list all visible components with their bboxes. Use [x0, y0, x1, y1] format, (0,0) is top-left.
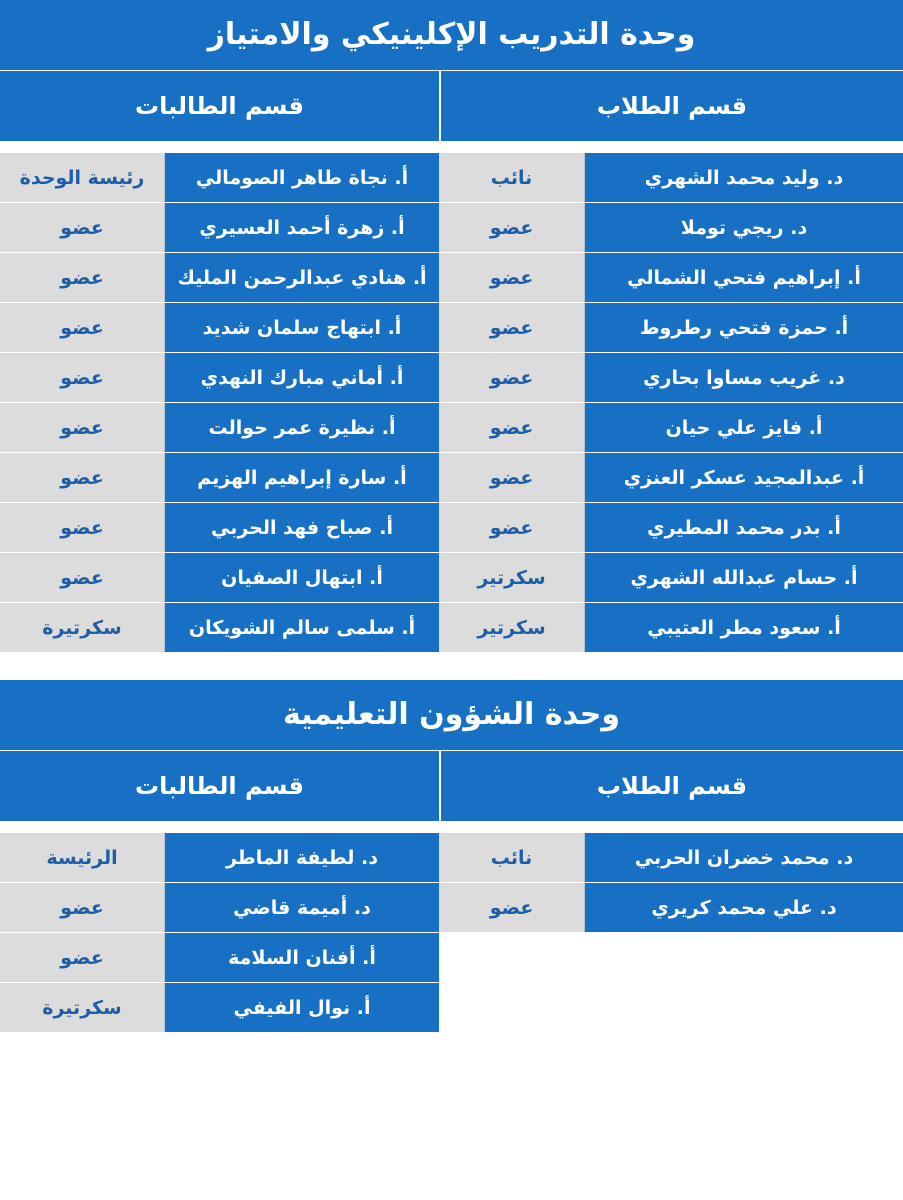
- section-headers: [0, 71, 903, 141]
- member-name: أ. ابتهال الصفيان: [165, 553, 439, 602]
- member-role: عضو: [0, 403, 165, 452]
- member-name: أ. فايز علي حيان: [585, 403, 903, 452]
- header-separator: [0, 141, 903, 153]
- table-row: [439, 883, 903, 933]
- unit-title: وحدة الشؤون التعليمية: [0, 680, 903, 751]
- member-role: عضو: [0, 253, 165, 302]
- table-row: [0, 203, 439, 253]
- member-name: أ. سارة إبراهيم الهزيم: [165, 453, 439, 502]
- member-name: د. وليد محمد الشهري: [585, 153, 903, 202]
- male-members-table: [439, 833, 903, 933]
- table-row: [0, 353, 439, 403]
- members-tables: [0, 153, 903, 653]
- member-role: الرئيسة: [0, 833, 165, 882]
- table-row: [0, 303, 439, 353]
- member-name: أ. حمزة فتحي رطروط: [585, 303, 903, 352]
- table-row: [439, 503, 903, 553]
- members-tables: [0, 833, 903, 1033]
- table-row: [0, 153, 439, 203]
- member-role: سكرتيرة: [0, 603, 165, 652]
- table-row: [0, 983, 439, 1033]
- table-row: [0, 603, 439, 653]
- table-row: [439, 403, 903, 453]
- member-role: عضو: [0, 353, 165, 402]
- member-role: عضو: [0, 203, 165, 252]
- table-row: [439, 353, 903, 403]
- table-row: [0, 453, 439, 503]
- member-name: أ. حسام عبدالله الشهري: [585, 553, 903, 602]
- male-section-header: قسم الطلاب: [439, 751, 903, 821]
- table-row: [439, 153, 903, 203]
- member-name: أ. بدر محمد المطيري: [585, 503, 903, 552]
- table-row: [0, 833, 439, 883]
- member-name: أ. إبراهيم فتحي الشمالي: [585, 253, 903, 302]
- member-role: عضو: [439, 403, 585, 452]
- member-role: رئيسة الوحدة: [0, 153, 165, 202]
- table-row: [439, 303, 903, 353]
- member-role: عضو: [0, 883, 165, 932]
- member-role: عضو: [439, 253, 585, 302]
- member-name: أ. عبدالمجيد عسكر العنزي: [585, 453, 903, 502]
- table-row: [439, 833, 903, 883]
- member-name: د. محمد خضران الحربي: [585, 833, 903, 882]
- male-members-table: [439, 153, 903, 653]
- female-members-table: [0, 153, 439, 653]
- female-section-header: قسم الطالبات: [0, 71, 439, 141]
- member-role: عضو: [0, 933, 165, 982]
- member-name: أ. أماني مبارك النهدي: [165, 353, 439, 402]
- member-name: أ. نظيرة عمر حوالت: [165, 403, 439, 452]
- table-row: [439, 253, 903, 303]
- member-name: أ. زهرة أحمد العسيري: [165, 203, 439, 252]
- member-name: أ. سعود مطر العتيبي: [585, 603, 903, 652]
- member-name: أ. سلمى سالم الشويكان: [165, 603, 439, 652]
- table-row: [0, 553, 439, 603]
- member-role: عضو: [0, 553, 165, 602]
- member-name: د. غريب مساوا بحاري: [585, 353, 903, 402]
- female-members-table: [0, 833, 439, 1033]
- member-role: عضو: [439, 453, 585, 502]
- table-row: [0, 933, 439, 983]
- member-role: نائب: [439, 833, 585, 882]
- member-role: سكرتير: [439, 603, 585, 652]
- member-name: د. لطيفة الماطر: [165, 833, 439, 882]
- educational-affairs-unit: [0, 680, 903, 1033]
- member-role: نائب: [439, 153, 585, 202]
- header-separator: [0, 821, 903, 833]
- member-role: سكرتيرة: [0, 983, 165, 1032]
- section-headers: [0, 751, 903, 821]
- member-name: أ. صباح فهد الحربي: [165, 503, 439, 552]
- member-role: عضو: [439, 203, 585, 252]
- member-name: د. ريجي توملا: [585, 203, 903, 252]
- member-role: عضو: [0, 503, 165, 552]
- member-role: عضو: [0, 303, 165, 352]
- member-role: عضو: [0, 453, 165, 502]
- female-section-header: قسم الطالبات: [0, 751, 439, 821]
- table-row: [0, 503, 439, 553]
- member-name: أ. ابتهاج سلمان شديد: [165, 303, 439, 352]
- member-role: سكرتير: [439, 553, 585, 602]
- member-name: د. أميمة قاضي: [165, 883, 439, 932]
- table-row: [439, 603, 903, 653]
- member-name: أ. هنادي عبدالرحمن المليك: [165, 253, 439, 302]
- member-name: أ. أفنان السلامة: [165, 933, 439, 982]
- table-row: [0, 883, 439, 933]
- table-row: [439, 203, 903, 253]
- member-name: أ. نجاة طاهر الصومالي: [165, 153, 439, 202]
- table-row: [0, 403, 439, 453]
- member-role: عضو: [439, 883, 585, 932]
- table-row: [439, 553, 903, 603]
- member-name: أ. نوال الفيفي: [165, 983, 439, 1032]
- member-name: د. علي محمد كريري: [585, 883, 903, 932]
- member-role: عضو: [439, 353, 585, 402]
- table-row: [439, 453, 903, 503]
- male-section-header: قسم الطلاب: [439, 71, 903, 141]
- unit-title: وحدة التدريب الإكلينيكي والامتياز: [0, 0, 903, 71]
- member-role: عضو: [439, 503, 585, 552]
- table-row: [0, 253, 439, 303]
- member-role: عضو: [439, 303, 585, 352]
